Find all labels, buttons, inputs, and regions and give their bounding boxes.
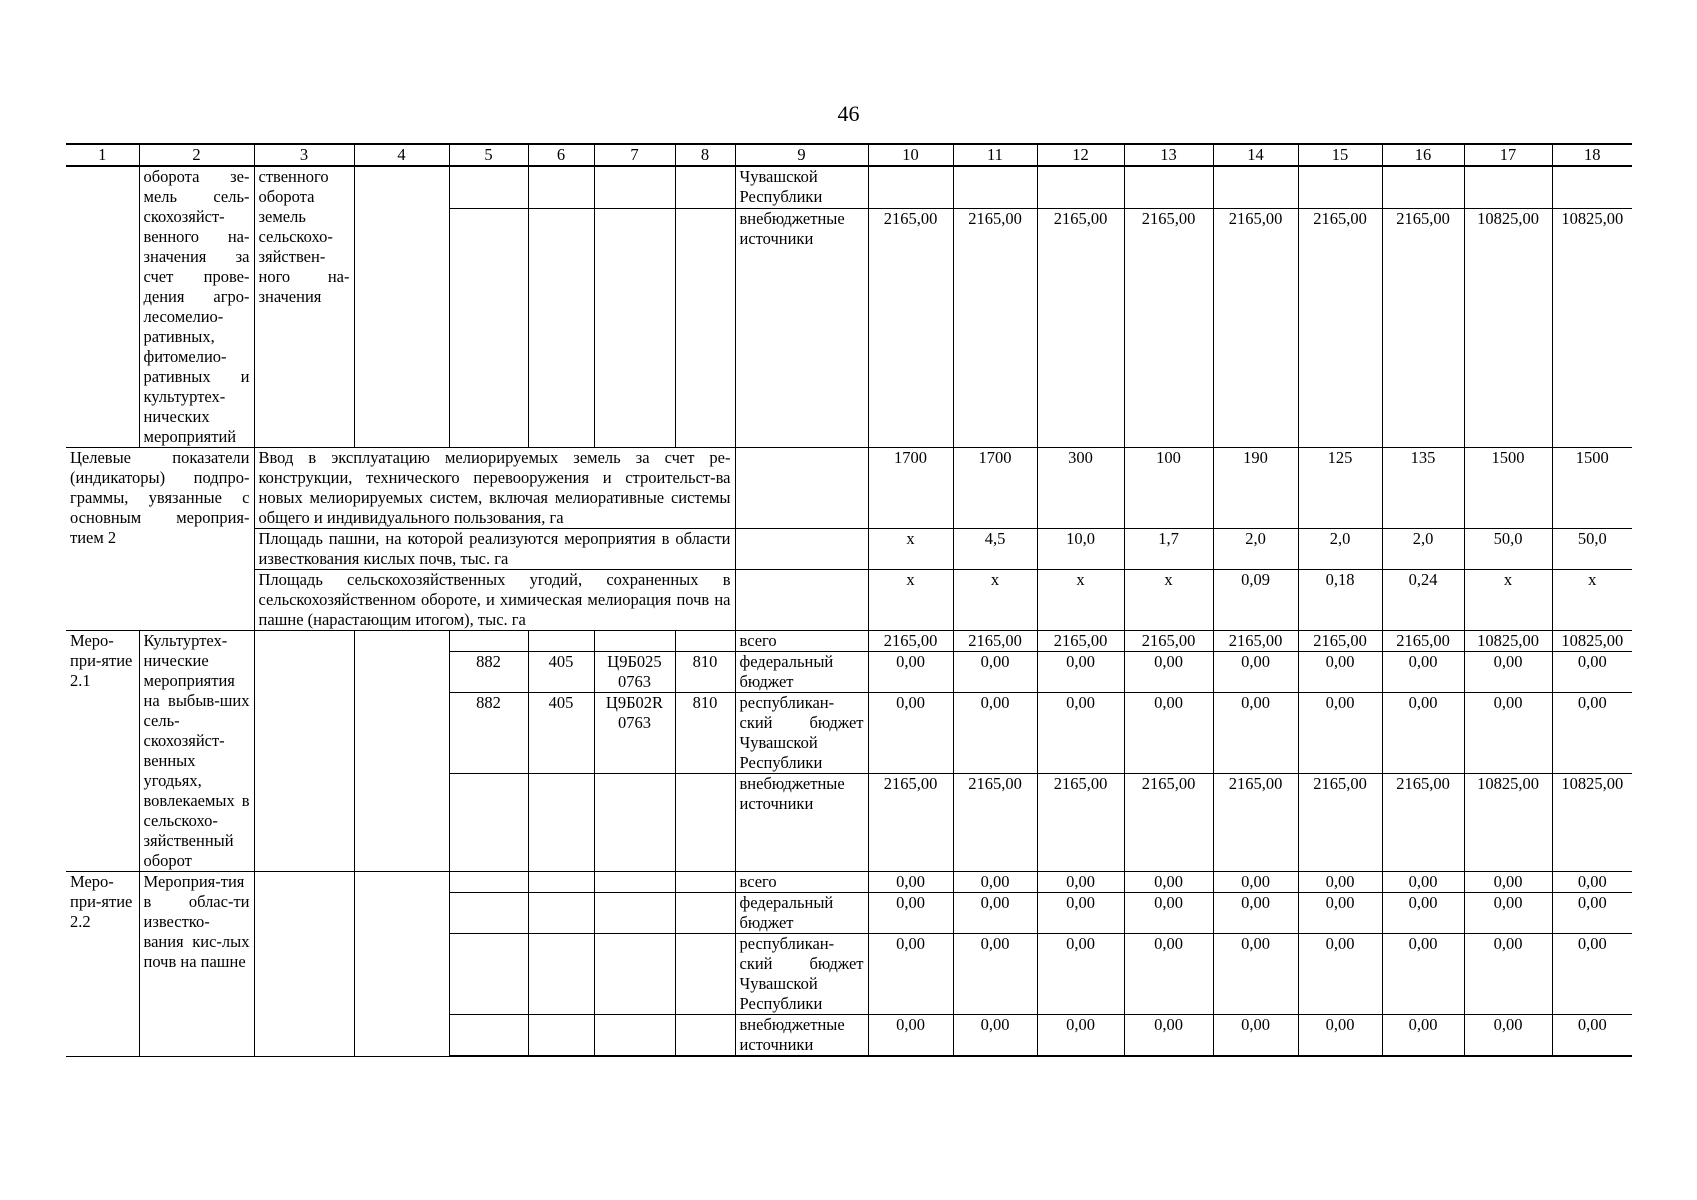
code-cell <box>594 209 675 448</box>
column-header: 18 <box>1552 144 1632 166</box>
value-cell: 0,00 <box>1382 893 1464 934</box>
value-cell: 0,00 <box>868 934 953 1015</box>
column-header: 13 <box>1124 144 1213 166</box>
value-cell: 1500 <box>1464 448 1552 529</box>
value-cell: 0,00 <box>1464 693 1552 774</box>
column-header: 5 <box>449 144 528 166</box>
value-cell: 190 <box>1213 448 1298 529</box>
value-cell: 0,00 <box>1213 652 1298 693</box>
value-cell: 0,00 <box>1213 893 1298 934</box>
value-cell: х <box>1124 570 1213 631</box>
value-cell: 2165,00 <box>1213 631 1298 652</box>
column-header: 7 <box>594 144 675 166</box>
target-article-code: Ц9Б025 0763 <box>594 652 675 693</box>
value-cell: 2165,00 <box>1298 774 1382 872</box>
funding-source <box>735 529 868 570</box>
executor-cell <box>254 631 354 872</box>
code-cell <box>675 209 735 448</box>
value-cell: 2165,00 <box>868 631 953 652</box>
code-cell <box>675 872 735 893</box>
value-cell: 0,00 <box>1382 934 1464 1015</box>
value-cell: 0,00 <box>1552 693 1632 774</box>
value-cell: 0,00 <box>1213 934 1298 1015</box>
value-cell: 0,00 <box>1552 652 1632 693</box>
value-cell: 2165,00 <box>868 774 953 872</box>
column-header: 10 <box>868 144 953 166</box>
code-cell <box>528 209 594 448</box>
indicator-text: Площадь пашни, на которой реализуются мероприятия в области известкования кислых почв, тыс. га <box>254 529 735 570</box>
grbs-code: 882 <box>449 693 528 774</box>
value-cell: 0,00 <box>1124 872 1213 893</box>
column-header: 11 <box>953 144 1037 166</box>
value-cell: 2,0 <box>1382 529 1464 570</box>
code-cell <box>675 166 735 209</box>
section-code: 405 <box>528 652 594 693</box>
cont-name: оборота зе-мель сель-скохозяйст-венного на-значения за счет прове-дения агро-лесомелио-ративных, фитомелио-ративных и культуртех-нических мероприятий <box>139 166 254 448</box>
value-cell: 0,00 <box>953 693 1037 774</box>
value-cell: 4,5 <box>953 529 1037 570</box>
value-cell: 0,00 <box>953 872 1037 893</box>
value-cell: 2,0 <box>1213 529 1298 570</box>
value-cell: х <box>868 570 953 631</box>
column-header: 16 <box>1382 144 1464 166</box>
value-cell: 0,00 <box>1298 934 1382 1015</box>
value-cell: 2165,00 <box>1213 774 1298 872</box>
value-cell: 10825,00 <box>1552 774 1632 872</box>
funding-source: всего <box>735 631 868 652</box>
grbs-code <box>449 631 528 652</box>
code-cell <box>528 166 594 209</box>
value-cell: 0,00 <box>1213 1015 1298 1057</box>
code-cell <box>449 166 528 209</box>
section-code <box>528 631 594 652</box>
value-cell: 100 <box>1124 448 1213 529</box>
code-cell <box>594 934 675 1015</box>
funding-source: республикан-ский бюджет Чувашской Республики <box>735 693 868 774</box>
value-cell: 0,00 <box>1464 934 1552 1015</box>
value-cell: 0,18 <box>1298 570 1382 631</box>
funding-source: федеральный бюджет <box>735 893 868 934</box>
value-cell: 0,00 <box>1552 872 1632 893</box>
column-header: 8 <box>675 144 735 166</box>
code-cell <box>528 1015 594 1057</box>
value-cell <box>1298 166 1382 209</box>
value-cell: 2165,00 <box>1124 631 1213 652</box>
target-article-code <box>594 631 675 652</box>
value-cell: 0,00 <box>1037 652 1124 693</box>
cont-executor: ственного оборота земель сельскохо-зяйствен-ного на-значения <box>254 166 354 448</box>
value-cell: 0,00 <box>1298 872 1382 893</box>
value-cell: 0,00 <box>953 652 1037 693</box>
value-cell: 2165,00 <box>1382 631 1464 652</box>
value-cell: 0,00 <box>1124 934 1213 1015</box>
value-cell: 0,00 <box>953 893 1037 934</box>
budget-table <box>66 143 1632 1057</box>
value-cell: 0,00 <box>1298 1015 1382 1057</box>
value-cell: 0,00 <box>868 1015 953 1057</box>
grbs-code: 882 <box>449 652 528 693</box>
value-cell: 10825,00 <box>1552 631 1632 652</box>
code-cell <box>528 934 594 1015</box>
value-cell: 2165,00 <box>953 209 1037 448</box>
value-cell: 2165,00 <box>1037 774 1124 872</box>
value-cell: 0,00 <box>1382 1015 1464 1057</box>
code-cell <box>675 934 735 1015</box>
value-cell: 0,24 <box>1382 570 1464 631</box>
value-cell: 0,00 <box>1037 1015 1124 1057</box>
column-header: 3 <box>254 144 354 166</box>
value-cell: 0,00 <box>1382 652 1464 693</box>
expense-type-code: 810 <box>675 693 735 774</box>
value-cell: 0,00 <box>868 872 953 893</box>
value-cell: 0,00 <box>1037 693 1124 774</box>
value-cell: 10825,00 <box>1464 631 1552 652</box>
value-cell <box>1213 166 1298 209</box>
section-code: 405 <box>528 693 594 774</box>
value-cell: 0,00 <box>1037 872 1124 893</box>
code-cell <box>449 872 528 893</box>
value-cell: х <box>1037 570 1124 631</box>
section-code <box>528 774 594 872</box>
value-cell: 0,00 <box>868 693 953 774</box>
value-cell: 2165,00 <box>1213 209 1298 448</box>
measure-label: Меро-при-ятие 2.1 <box>66 631 139 872</box>
funding-source: внебюджетные источники <box>735 209 868 448</box>
value-cell: 10825,00 <box>1464 774 1552 872</box>
value-cell: 0,00 <box>1382 693 1464 774</box>
code-cell <box>449 934 528 1015</box>
expense-type-code: 810 <box>675 652 735 693</box>
code-cell <box>594 872 675 893</box>
value-cell: 2,0 <box>1298 529 1382 570</box>
value-cell: 0,00 <box>1037 934 1124 1015</box>
value-cell: 0,00 <box>953 934 1037 1015</box>
value-cell: 0,00 <box>1552 934 1632 1015</box>
value-cell: 0,00 <box>1298 893 1382 934</box>
measure-name: Культуртех-нические мероприятия на выбыв-ших сель-скохозяйст-венных угодьях, вовлекаемых в сельскохо-зяйственный оборот <box>139 631 254 872</box>
code-cell <box>675 893 735 934</box>
value-cell: 0,00 <box>1464 872 1552 893</box>
col4-cell <box>354 872 449 1057</box>
cont-col4 <box>354 166 449 448</box>
value-cell: 0,00 <box>1124 1015 1213 1057</box>
value-cell <box>1552 166 1632 209</box>
value-cell: 2165,00 <box>1037 209 1124 448</box>
value-cell: 135 <box>1382 448 1464 529</box>
value-cell: 2165,00 <box>1124 774 1213 872</box>
value-cell: 0,09 <box>1213 570 1298 631</box>
value-cell: 10825,00 <box>1464 209 1552 448</box>
funding-source: федеральный бюджет <box>735 652 868 693</box>
value-cell: 1700 <box>868 448 953 529</box>
code-cell <box>528 872 594 893</box>
value-cell <box>953 166 1037 209</box>
code-cell <box>594 166 675 209</box>
code-cell <box>594 1015 675 1057</box>
column-header: 6 <box>528 144 594 166</box>
funding-source: всего <box>735 872 868 893</box>
indicator-text: Площадь сельскохозяйственных угодий, сохраненных в сельскохозяйственном обороте, и химическая мелиорация почв на пашне (нарастающим итогом), тыс. га <box>254 570 735 631</box>
value-cell: 2165,00 <box>1037 631 1124 652</box>
code-cell <box>449 209 528 448</box>
value-cell: 10,0 <box>1037 529 1124 570</box>
value-cell: 2165,00 <box>953 631 1037 652</box>
value-cell: 1700 <box>953 448 1037 529</box>
code-cell <box>594 893 675 934</box>
value-cell: х <box>1464 570 1552 631</box>
column-header: 15 <box>1298 144 1382 166</box>
funding-source <box>735 448 868 529</box>
value-cell <box>1382 166 1464 209</box>
value-cell <box>1464 166 1552 209</box>
column-header: 14 <box>1213 144 1298 166</box>
column-header: 9 <box>735 144 868 166</box>
value-cell: 0,00 <box>1037 893 1124 934</box>
value-cell: х <box>1552 570 1632 631</box>
value-cell: 2165,00 <box>1298 209 1382 448</box>
expense-type-code <box>675 774 735 872</box>
value-cell: 0,00 <box>1552 1015 1632 1057</box>
funding-source: Чувашской Республики <box>735 166 868 209</box>
code-cell <box>528 893 594 934</box>
code-cell <box>449 1015 528 1057</box>
target-article-code <box>594 774 675 872</box>
code-cell <box>675 1015 735 1057</box>
value-cell <box>1124 166 1213 209</box>
value-cell: 50,0 <box>1552 529 1632 570</box>
value-cell: 0,00 <box>868 893 953 934</box>
value-cell: 125 <box>1298 448 1382 529</box>
column-header: 1 <box>66 144 139 166</box>
cont-col1 <box>66 166 139 448</box>
measure-label: Меро-при-ятие 2.2 <box>66 872 139 1057</box>
column-header: 17 <box>1464 144 1552 166</box>
funding-source <box>735 570 868 631</box>
funding-source: республикан-ский бюджет Чувашской Республики <box>735 934 868 1015</box>
value-cell: 0,00 <box>1213 872 1298 893</box>
value-cell: 2165,00 <box>953 774 1037 872</box>
grbs-code <box>449 774 528 872</box>
measure-name: Мероприя-тия в облас-ти известко-вания кис-лых почв на пашне <box>139 872 254 1057</box>
value-cell: 1500 <box>1552 448 1632 529</box>
value-cell: 2165,00 <box>868 209 953 448</box>
value-cell: 0,00 <box>1124 652 1213 693</box>
value-cell: 0,00 <box>953 1015 1037 1057</box>
value-cell: 0,00 <box>1124 893 1213 934</box>
value-cell: 0,00 <box>1298 652 1382 693</box>
value-cell: 1,7 <box>1124 529 1213 570</box>
value-cell: 0,00 <box>1124 693 1213 774</box>
column-header: 4 <box>354 144 449 166</box>
value-cell <box>868 166 953 209</box>
value-cell: 0,00 <box>1552 893 1632 934</box>
value-cell: х <box>868 529 953 570</box>
value-cell: 0,00 <box>868 652 953 693</box>
column-header: 12 <box>1037 144 1124 166</box>
value-cell: 50,0 <box>1464 529 1552 570</box>
indicator-text: Ввод в эксплуатацию мелиорируемых земель за счет ре-конструкции, технического перевооружения и строительст-ва новых мелиорируемых систем, включая мелиоративные системы общего и индивидуального пользования, га <box>254 448 735 529</box>
funding-source: внебюджетные источники <box>735 1015 868 1057</box>
col4-cell <box>354 631 449 872</box>
value-cell: 0,00 <box>1464 893 1552 934</box>
target-article-code: Ц9Б02R 0763 <box>594 693 675 774</box>
value-cell <box>1037 166 1124 209</box>
code-cell <box>449 893 528 934</box>
expense-type-code <box>675 631 735 652</box>
targets-label: Целевые показатели (индикаторы) подпро-граммы, увязанные с основным мероприя-тием 2 <box>66 448 254 631</box>
value-cell: 10825,00 <box>1552 209 1632 448</box>
value-cell: 0,00 <box>1298 693 1382 774</box>
page-number: 46 <box>837 101 860 126</box>
value-cell: 0,00 <box>1464 1015 1552 1057</box>
value-cell: 0,00 <box>1382 872 1464 893</box>
value-cell: х <box>953 570 1037 631</box>
value-cell: 300 <box>1037 448 1124 529</box>
value-cell: 2165,00 <box>1298 631 1382 652</box>
column-header: 2 <box>139 144 254 166</box>
funding-source: внебюджетные источники <box>735 774 868 872</box>
value-cell: 2165,00 <box>1382 209 1464 448</box>
executor-cell <box>254 872 354 1057</box>
value-cell: 2165,00 <box>1124 209 1213 448</box>
value-cell: 0,00 <box>1213 693 1298 774</box>
value-cell: 0,00 <box>1464 652 1552 693</box>
value-cell: 2165,00 <box>1382 774 1464 872</box>
